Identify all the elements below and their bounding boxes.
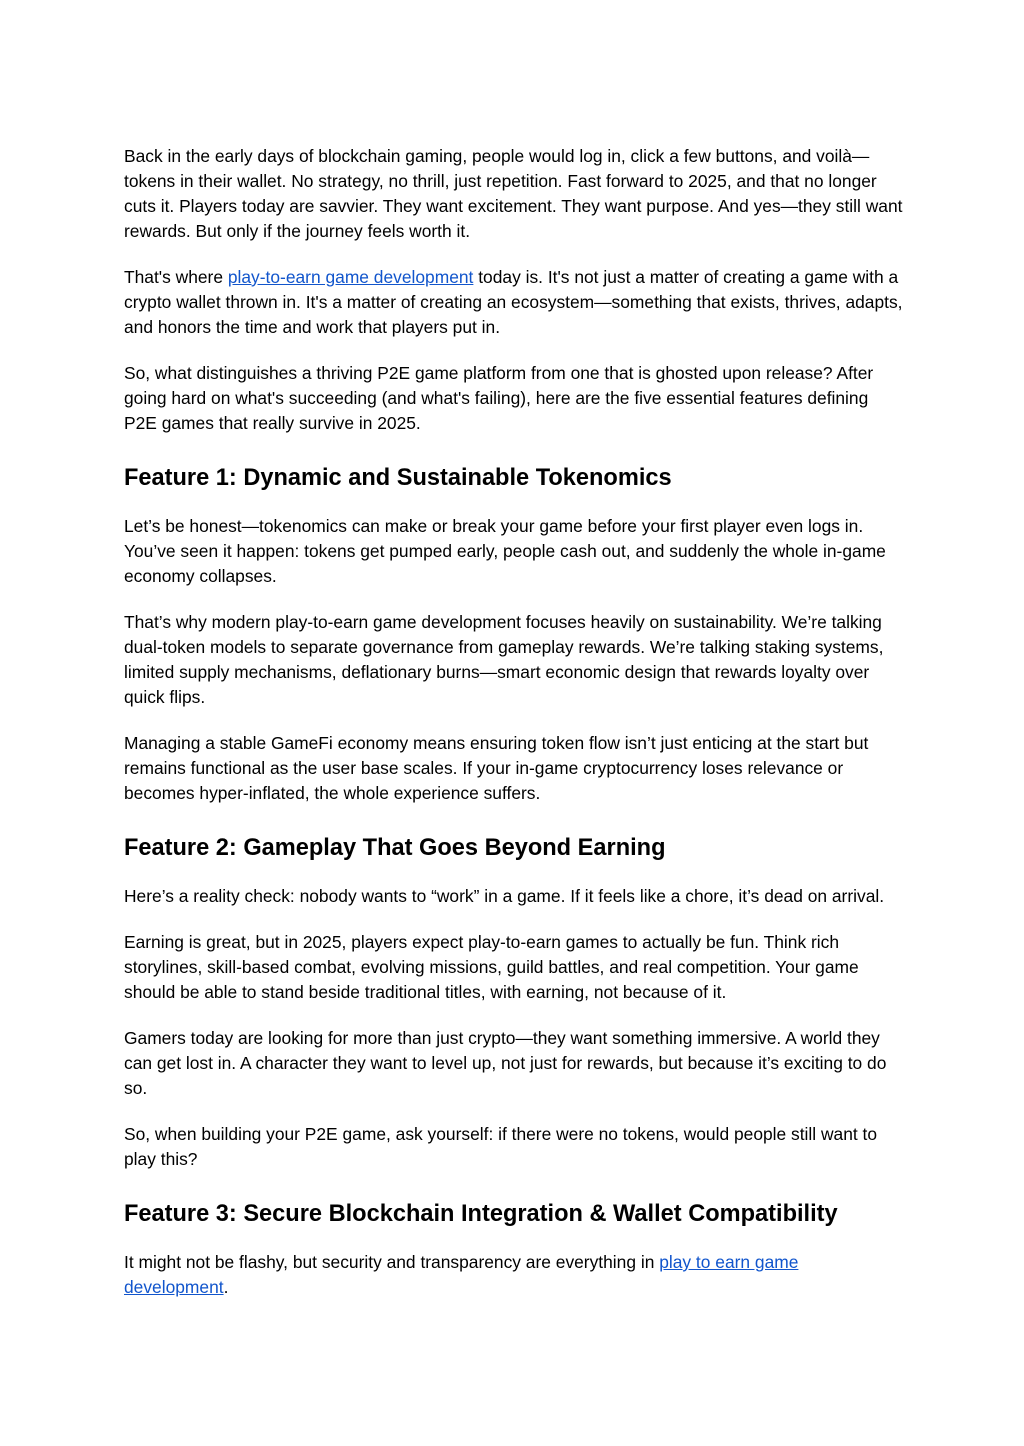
play-to-earn-development-link[interactable]: play to earn game development bbox=[124, 1252, 799, 1297]
intro-paragraph-3: So, what distinguishes a thriving P2E game platform from one that is ghosted upon release? After going hard on what's succeeding (and what's failing), here are the five essential features defining P2E games that really survive in 2025. bbox=[124, 363, 874, 433]
feature-3-paragraph-after: . bbox=[223, 1277, 229, 1297]
feature-3-paragraph-before: It might not be flashy, but security and transparency are everything in bbox=[124, 1252, 660, 1272]
play-to-earn-link[interactable]: play-to-earn game development bbox=[227, 267, 474, 287]
intro-paragraph-2-before: That's where bbox=[124, 267, 228, 287]
feature-1-heading: Feature 1: Dynamic and Sustainable Tokenomics bbox=[124, 465, 672, 491]
intro-paragraph-2 bbox=[124, 265, 904, 340]
feature-3-heading: Feature 3: Secure Blockchain Integration & Wallet Compatibility bbox=[124, 1201, 838, 1227]
feature-2-paragraph-1: Here’s a reality check: nobody wants to “work” in a game. If it feels like a chore, it’s dead on arrival. bbox=[124, 886, 885, 906]
feature-1-paragraph-1: Let’s be honest—tokenomics can make or break your game before your first player even logs in. You’ve seen it happen: tokens get pumped early, people cash out, and suddenly the whole in-game economy collapses. bbox=[124, 516, 886, 586]
feature-2-paragraph-2: Earning is great, but in 2025, players expect play-to-earn games to actually be fun. Think rich storylines, skill-based combat, evolving missions, guild battles, and real competition. Your game should be able to stand beside traditional titles, with earning, not because of it. bbox=[124, 932, 859, 1002]
intro-paragraph-2-after: today is. It's not just a matter of creating a game with a crypto wallet thrown in. It's a matter of creating an ecosystem—something that exists, thrives, adapts, and honors the time and work that players put in. bbox=[124, 267, 903, 337]
feature-2-paragraph-4: So, when building your P2E game, ask yourself: if there were no tokens, would people still want to play this? bbox=[124, 1124, 878, 1169]
intro-paragraph-1: Back in the early days of blockchain gaming, people would log in, click a few buttons, and voilà—tokens in their wallet. No strategy, no thrill, just repetition. Fast forward to 2025, and that no longer cuts it. Players today are savvier. They want excitement. They want purpose. And yes—they still want rewards. But only if the journey feels worth it. bbox=[124, 146, 903, 241]
feature-3-paragraph-1 bbox=[124, 1250, 904, 1300]
feature-1-paragraph-3: Managing a stable GameFi economy means ensuring token flow isn’t just enticing at the start but remains functional as the user base scales. If your in-game cryptocurrency loses relevance or becomes hyper-inflated, the whole experience suffers. bbox=[124, 733, 869, 803]
feature-2-paragraph-3: Gamers today are looking for more than just crypto—they want something immersive. A world they can get lost in. A character they want to level up, not just for rewards, but because it’s exciting to do so. bbox=[124, 1028, 887, 1098]
feature-2-heading: Feature 2: Gameplay That Goes Beyond Earning bbox=[124, 835, 666, 861]
feature-1-paragraph-2: That’s why modern play-to-earn game development focuses heavily on sustainability. We’re talking dual-token models to separate governance from gameplay rewards. We’re talking staking systems, limited supply mechanisms, deflationary burns—smart economic design that rewards loyalty over quick flips. bbox=[124, 612, 884, 707]
document-page bbox=[124, 144, 904, 1321]
